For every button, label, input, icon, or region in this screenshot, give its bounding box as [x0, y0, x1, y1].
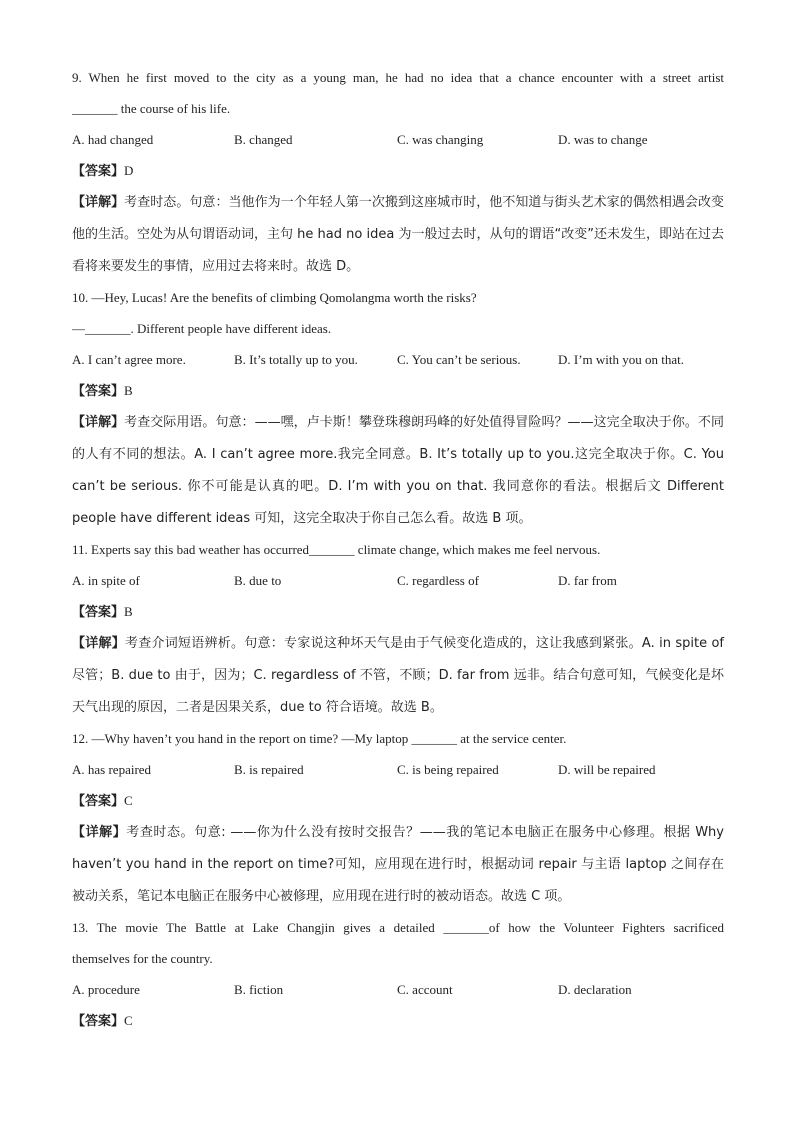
explanation-tag: 【详解】 [72, 195, 125, 210]
question-12 [72, 723, 724, 912]
option-c: C. regardless of [397, 573, 479, 588]
option-d: D. declaration [558, 982, 632, 997]
question-stem-line: 12. —Why haven’t you hand in the report on time? —My laptop _______ at the service center. [72, 731, 567, 746]
explanation [72, 186, 724, 282]
explanation-text: 考查交际用语。句意：——嘿，卢卡斯！攀登珠穆朗玛峰的好处值得冒险吗？——这完全取决于你。不同的人有不同的想法。A. I can’t agree more.我完全同意。B. It’s totally up to you.这完全取决于你。C. You can’t be serious. 你不可能是认真的吧。D. I’m with you on that. 我同意你的看法。根据后文 Different people have different ideas 可知，这完全取决于你自己怎么看。故选 B 项。 [72, 415, 724, 526]
option-b: B. is repaired [234, 762, 304, 777]
option-row [72, 565, 724, 596]
option-row [72, 124, 724, 155]
answer-line [72, 1005, 724, 1036]
option-row [72, 974, 724, 1005]
explanation-tag: 【详解】 [72, 825, 127, 840]
question-9 [72, 62, 724, 282]
answer-value: C [124, 793, 133, 808]
answer-line [72, 375, 724, 406]
option-c: C. is being repaired [397, 762, 499, 777]
answer-line [72, 155, 724, 186]
question-stem-line: —_______. Different people have different ideas. [72, 321, 332, 336]
option-d: D. will be repaired [558, 762, 656, 777]
option-d: D. I’m with you on that. [558, 352, 685, 367]
option-a: A. in spite of [72, 573, 140, 588]
option-b: B. changed [234, 132, 293, 147]
option-b: B. It’s totally up to you. [234, 352, 358, 367]
answer-value: B [124, 604, 133, 619]
question-11 [72, 534, 724, 723]
option-a: A. has repaired [72, 762, 152, 777]
answer-tag: 【答案】 [72, 164, 125, 179]
document-page [72, 62, 724, 1036]
explanation-text: 考查时态。句意: ——你为什么没有按时交报告？——我的笔记本电脑正在服务中心修理。根据 Why haven’t you hand in the report on time?可知，应用现在进行时，根据动词 repair 与主语 laptop 之间存在被动关系，笔记本电脑正在服务中心被修理，应用现在进行时的被动语态。故选 C 项。 [72, 825, 724, 904]
option-a: A. had changed [72, 132, 154, 147]
answer-tag: 【答案】 [72, 794, 125, 809]
question-stem-line: 13. The movie The Battle at Lake Changjin gives a detailed _______of how the Volunteer Fighters sacrificed [72, 920, 724, 935]
answer-line [72, 596, 724, 627]
option-c: C. You can’t be serious. [397, 352, 521, 367]
explanation [72, 406, 724, 534]
answer-value: D [124, 163, 134, 178]
option-c: C. account [397, 982, 453, 997]
option-row [72, 344, 724, 375]
answer-value: B [124, 383, 133, 398]
question-stem-line: 10. —Hey, Lucas! Are the benefits of climbing Qomolangma worth the risks? [72, 290, 477, 305]
question-10 [72, 282, 724, 534]
answer-tag: 【答案】 [72, 1014, 125, 1029]
option-d: D. far from [558, 573, 617, 588]
answer-line [72, 785, 724, 816]
question-stem-line: _______ the course of his life. [72, 101, 231, 116]
explanation [72, 816, 724, 912]
option-b: B. fiction [234, 982, 284, 997]
explanation-tag: 【详解】 [72, 415, 125, 430]
option-d: D. was to change [558, 132, 648, 147]
explanation [72, 627, 724, 723]
answer-value: C [124, 1013, 133, 1028]
option-row [72, 754, 724, 785]
option-b: B. due to [234, 573, 282, 588]
question-13 [72, 912, 724, 1036]
explanation-tag: 【详解】 [72, 636, 126, 651]
option-a: A. procedure [72, 982, 140, 997]
explanation-text: 考查介词短语辨析。句意：专家说这种坏天气是由于气候变化造成的，这让我感到紧张。A. in spite of 尽管；B. due to 由于，因为；C. regardless of 不管，不顾；D. far from 远非。结合句意可知，气候变化是坏天气出现的原因，二者是因果关系，due to 符合语境。故选 B。 [72, 636, 724, 715]
question-stem-line: 9. When he first moved to the city as a young man, he had no idea that a chance encounter with a street artist [72, 70, 724, 85]
question-stem-line: 11. Experts say this bad weather has occurred_______ climate change, which makes me feel nervous. [72, 542, 601, 557]
option-a: A. I can’t agree more. [72, 352, 186, 367]
answer-tag: 【答案】 [72, 384, 125, 399]
explanation-text: 考查时态。句意：当他作为一个年轻人第一次搬到这座城市时，他不知道与街头艺术家的偶然相遇会改变他的生活。空处为从句谓语动词，主句 he had no idea 为一般过去时，从句的谓语“改变”还未发生，即站在过去看将来要发生的事情，应用过去将来时。故选 D。 [72, 195, 724, 274]
question-stem-line: themselves for the country. [72, 951, 213, 966]
option-c: C. was changing [397, 132, 484, 147]
answer-tag: 【答案】 [72, 605, 125, 620]
